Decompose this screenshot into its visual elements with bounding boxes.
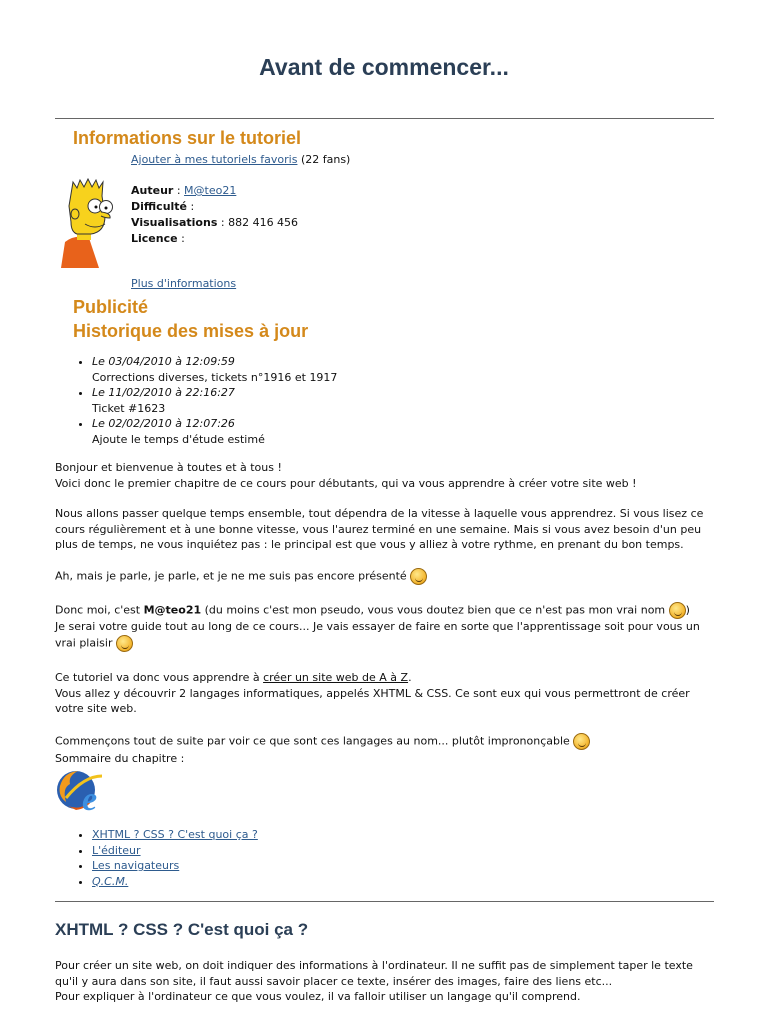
- history-item: • Le 03/04/2010 à 12:09:59 Corrections diverses, tickets n°1916 et 1917: [92, 354, 692, 385]
- author-name: M@teo21: [143, 603, 202, 617]
- toc-item: [92, 827, 258, 843]
- present-paragraph: Ah, mais je parle, je parle, et je ne me suis pas encore présenté: [55, 568, 715, 585]
- toc-item: [92, 874, 258, 890]
- add-favorite-link[interactable]: Ajouter à mes tutoriels favoris: [131, 153, 298, 166]
- tongue-smiley-icon: [669, 602, 686, 619]
- author-avatar: [55, 176, 127, 268]
- svg-text:e: e: [82, 781, 98, 816]
- divider: [55, 901, 714, 902]
- history-heading: Historique des mises à jour: [73, 321, 309, 341]
- chapter-toc: [78, 827, 258, 889]
- smiley-icon: [410, 568, 427, 585]
- confused-smiley-icon: [573, 733, 590, 750]
- more-info-row: [131, 276, 236, 292]
- toc-link-editor[interactable]: L'éditeur: [92, 843, 141, 857]
- pace-paragraph: Nous allons passer quelque temps ensemble, tout dépendra de la vitesse à laquelle vous apprendrez. Si vous lisez ce cours régulièrement et à une bonne vitesse, vous l'aurez terminé en une semaine. Mais si vous avez besoin d'un peu plus de temps, ne vous inquiétez pas : le principal est que vous y alliez à votre rythme, en prenant du bon temps.: [55, 507, 704, 551]
- ad-heading: Publicité: [73, 297, 149, 317]
- author-paragraph: Donc moi, c'est M@teo21 (du moins c'est mon pseudo, vous vous doutez bien que ce n'est pas mon vrai nom ) Je serai votre guide tout au long de ce cours... Je vais essayer de faire en sorte que l'apprentissage soit pour vous un vrai plaisir: [55, 602, 715, 652]
- info-heading: Informations sur le tutoriel: [73, 128, 302, 148]
- views-row: Visualisations : 882 416 456: [131, 216, 299, 229]
- history-item: • Le 11/02/2010 à 22:16:27 Ticket #1623: [92, 385, 692, 416]
- toc-item: [92, 843, 258, 859]
- history-list: [78, 354, 692, 447]
- toc-link-browsers[interactable]: Les navigateurs: [92, 859, 180, 872]
- history-item: • Le 02/02/2010 à 12:07:26 Ajoute le temps d'étude estimé: [92, 416, 692, 447]
- goal-emphasis: créer un site web de A à Z: [263, 671, 409, 684]
- divider: [55, 118, 714, 119]
- author-link[interactable]: M@teo21: [184, 184, 237, 197]
- toc-link-xhtml-css[interactable]: XHTML ? CSS ? C'est quoi ça ?: [92, 828, 258, 841]
- page-title: Avant de commencer...: [259, 54, 509, 80]
- summary-label: Sommaire du chapitre :: [55, 752, 185, 765]
- toc-link-qcm[interactable]: Q.C.M.: [92, 874, 129, 888]
- fans-count: (22 fans): [300, 153, 351, 166]
- browsers-logo: [54, 766, 104, 816]
- license-row: Licence :: [131, 232, 185, 245]
- difficulty-row: Difficulté :: [131, 200, 195, 213]
- section-paragraph: Pour créer un site web, on doit indiquer des informations à l'ordinateur. Il ne suffit pas de simplement taper le texte qu'il y aura dans son site, il faut aussi savoir placer ce texte, insérer des images, faire des liens etc... Pour expliquer à l'ordinateur ce que vous voulez, il va falloir utiliser un langage qu'il comprend.: [55, 959, 693, 1003]
- favorites-row: [131, 152, 350, 168]
- intro-paragraph: Bonjour et bienvenue à toutes et à tous ! Voici donc le premier chapitre de ce cours pour débutants, qui va vous apprendre à créer votre site web !: [55, 461, 637, 490]
- goal-paragraph: Ce tutoriel va donc vous apprendre à créer un site web de A à Z. Vous allez y découvrir 2 langages informatiques, appelés XHTML & CSS. Ce sont eux qui vous permettront de créer votre site web.: [55, 671, 690, 715]
- bart-avatar-icon: [55, 176, 127, 268]
- section-heading: XHTML ? CSS ? C'est quoi ça ?: [55, 920, 309, 939]
- start-paragraph: Commençons tout de suite par voir ce que sont ces langages au nom... plutôt imprononçable: [55, 733, 715, 750]
- tutorial-meta: [131, 183, 451, 247]
- toc-item: [92, 858, 258, 874]
- firefox-ie-icon: [54, 766, 104, 816]
- more-info-link[interactable]: Plus d'informations: [131, 277, 237, 290]
- author-row: Auteur : M@teo21: [131, 184, 237, 197]
- smiley-icon: [116, 635, 133, 652]
